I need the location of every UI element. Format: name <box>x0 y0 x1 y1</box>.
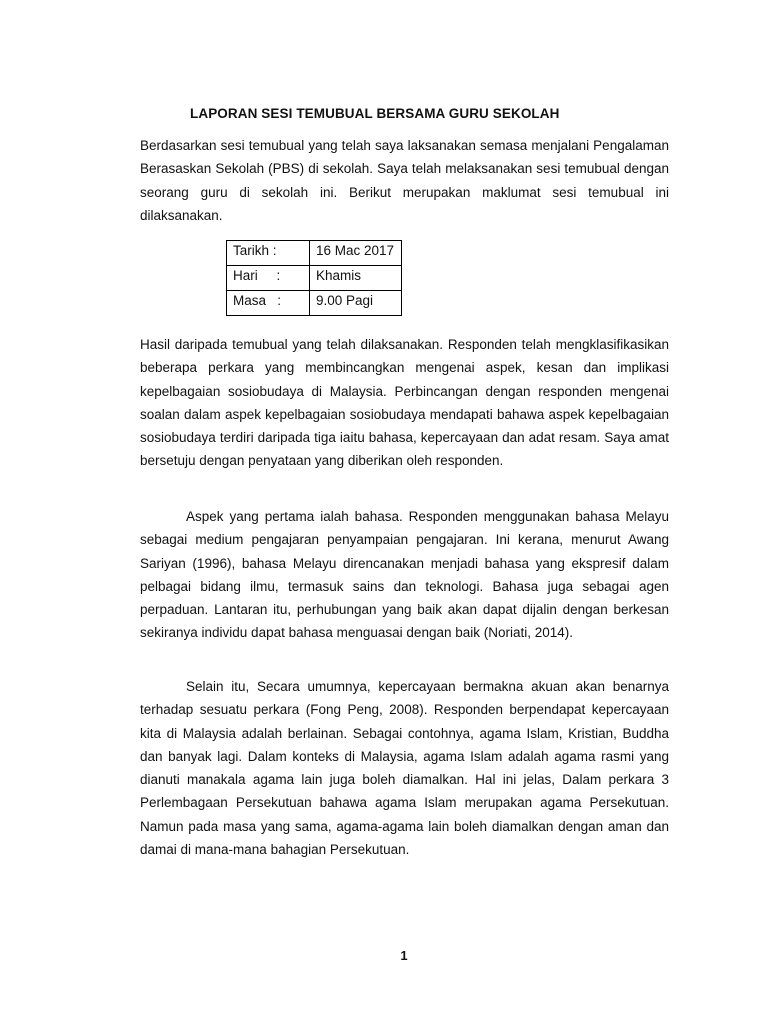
intro-paragraph: Berdasarkan sesi temubual yang telah saya laksanakan semasa menjalani Pengalaman Berasaskan Sekolah (PBS) di sekolah. Saya telah melaksanakan sesi temubual dengan seorang guru di sekolah ini. Berikut merupakan maklumat sesi temubual ini dilaksanakan. <box>140 138 669 223</box>
info-key-time: Masa : <box>227 291 310 316</box>
body-paragraph-language: Aspek yang pertama ialah bahasa. Responden menggunakan bahasa Melayu sebagai medium pengajaran penyampaian pengajaran. Ini kerana, menurut Awang Sariyan (1996), bahasa Melayu direncanakan menjadi bahasa yang ekspresif dalam pelbagai bidang ilmu, termasuk sains dan teknologi. Bahasa juga sebagai agen perpaduan. Lantaran itu, perhubungan yang baik akan dapat dijalin dengan berkesan sekiranya individu dapat bahasa menguasai dengan baik (Noriati, 2014). <box>140 509 669 641</box>
table-row <box>227 241 402 266</box>
interview-info-table <box>226 240 402 316</box>
info-value-time: 9.00 Pagi <box>310 291 402 316</box>
document-title: LAPORAN SESI TEMUBUAL BERSAMA GURU SEKOLAH <box>190 106 560 121</box>
info-value-date: 16 Mac 2017 <box>310 241 402 266</box>
body-paragraph-results: Hasil daripada temubual yang telah dilaksanakan. Responden telah mengklasifikasikan beberapa perkara yang membincangkan mengenai aspek, kesan dan implikasi kepelbagaian sosiobudaya di Malaysia. Perbincangan dengan responden mengenai soalan dalam aspek kepelbagaian sosiobudaya mendapati bahawa aspek kepelbagaian sosiobudaya terdiri daripada tiga iaitu bahasa, kepercayaan dan adat resam. Saya amat bersetuju dengan penyataan yang diberikan oleh responden. <box>140 337 669 469</box>
info-value-day: Khamis <box>310 266 402 291</box>
page-number: 1 <box>400 948 408 963</box>
info-key-day: Hari : <box>227 266 310 291</box>
table-row <box>227 291 402 316</box>
table-row <box>227 266 402 291</box>
info-key-date: Tarikh : <box>227 241 310 266</box>
body-paragraph-belief: Selain itu, Secara umumnya, kepercayaan bermakna akuan akan benarnya terhadap sesuatu perkara (Fong Peng, 2008). Responden berpendapat kepercayaan kita di Malaysia adalah berlainan. Sebagai contohnya, agama Islam, Kristian, Buddha dan banyak lagi. Dalam konteks di Malaysia, agama Islam adalah agama rasmi yang dianuti manakala agama lain juga boleh diamalkan. Hal ini jelas, Dalam perkara 3 Perlembagaan Persekutuan bahawa agama Islam merupakan agama Persekutuan. Namun pada masa yang sama, agama-agama lain boleh diamalkan dengan aman dan damai di mana-mana bahagian Persekutuan. <box>140 679 669 858</box>
